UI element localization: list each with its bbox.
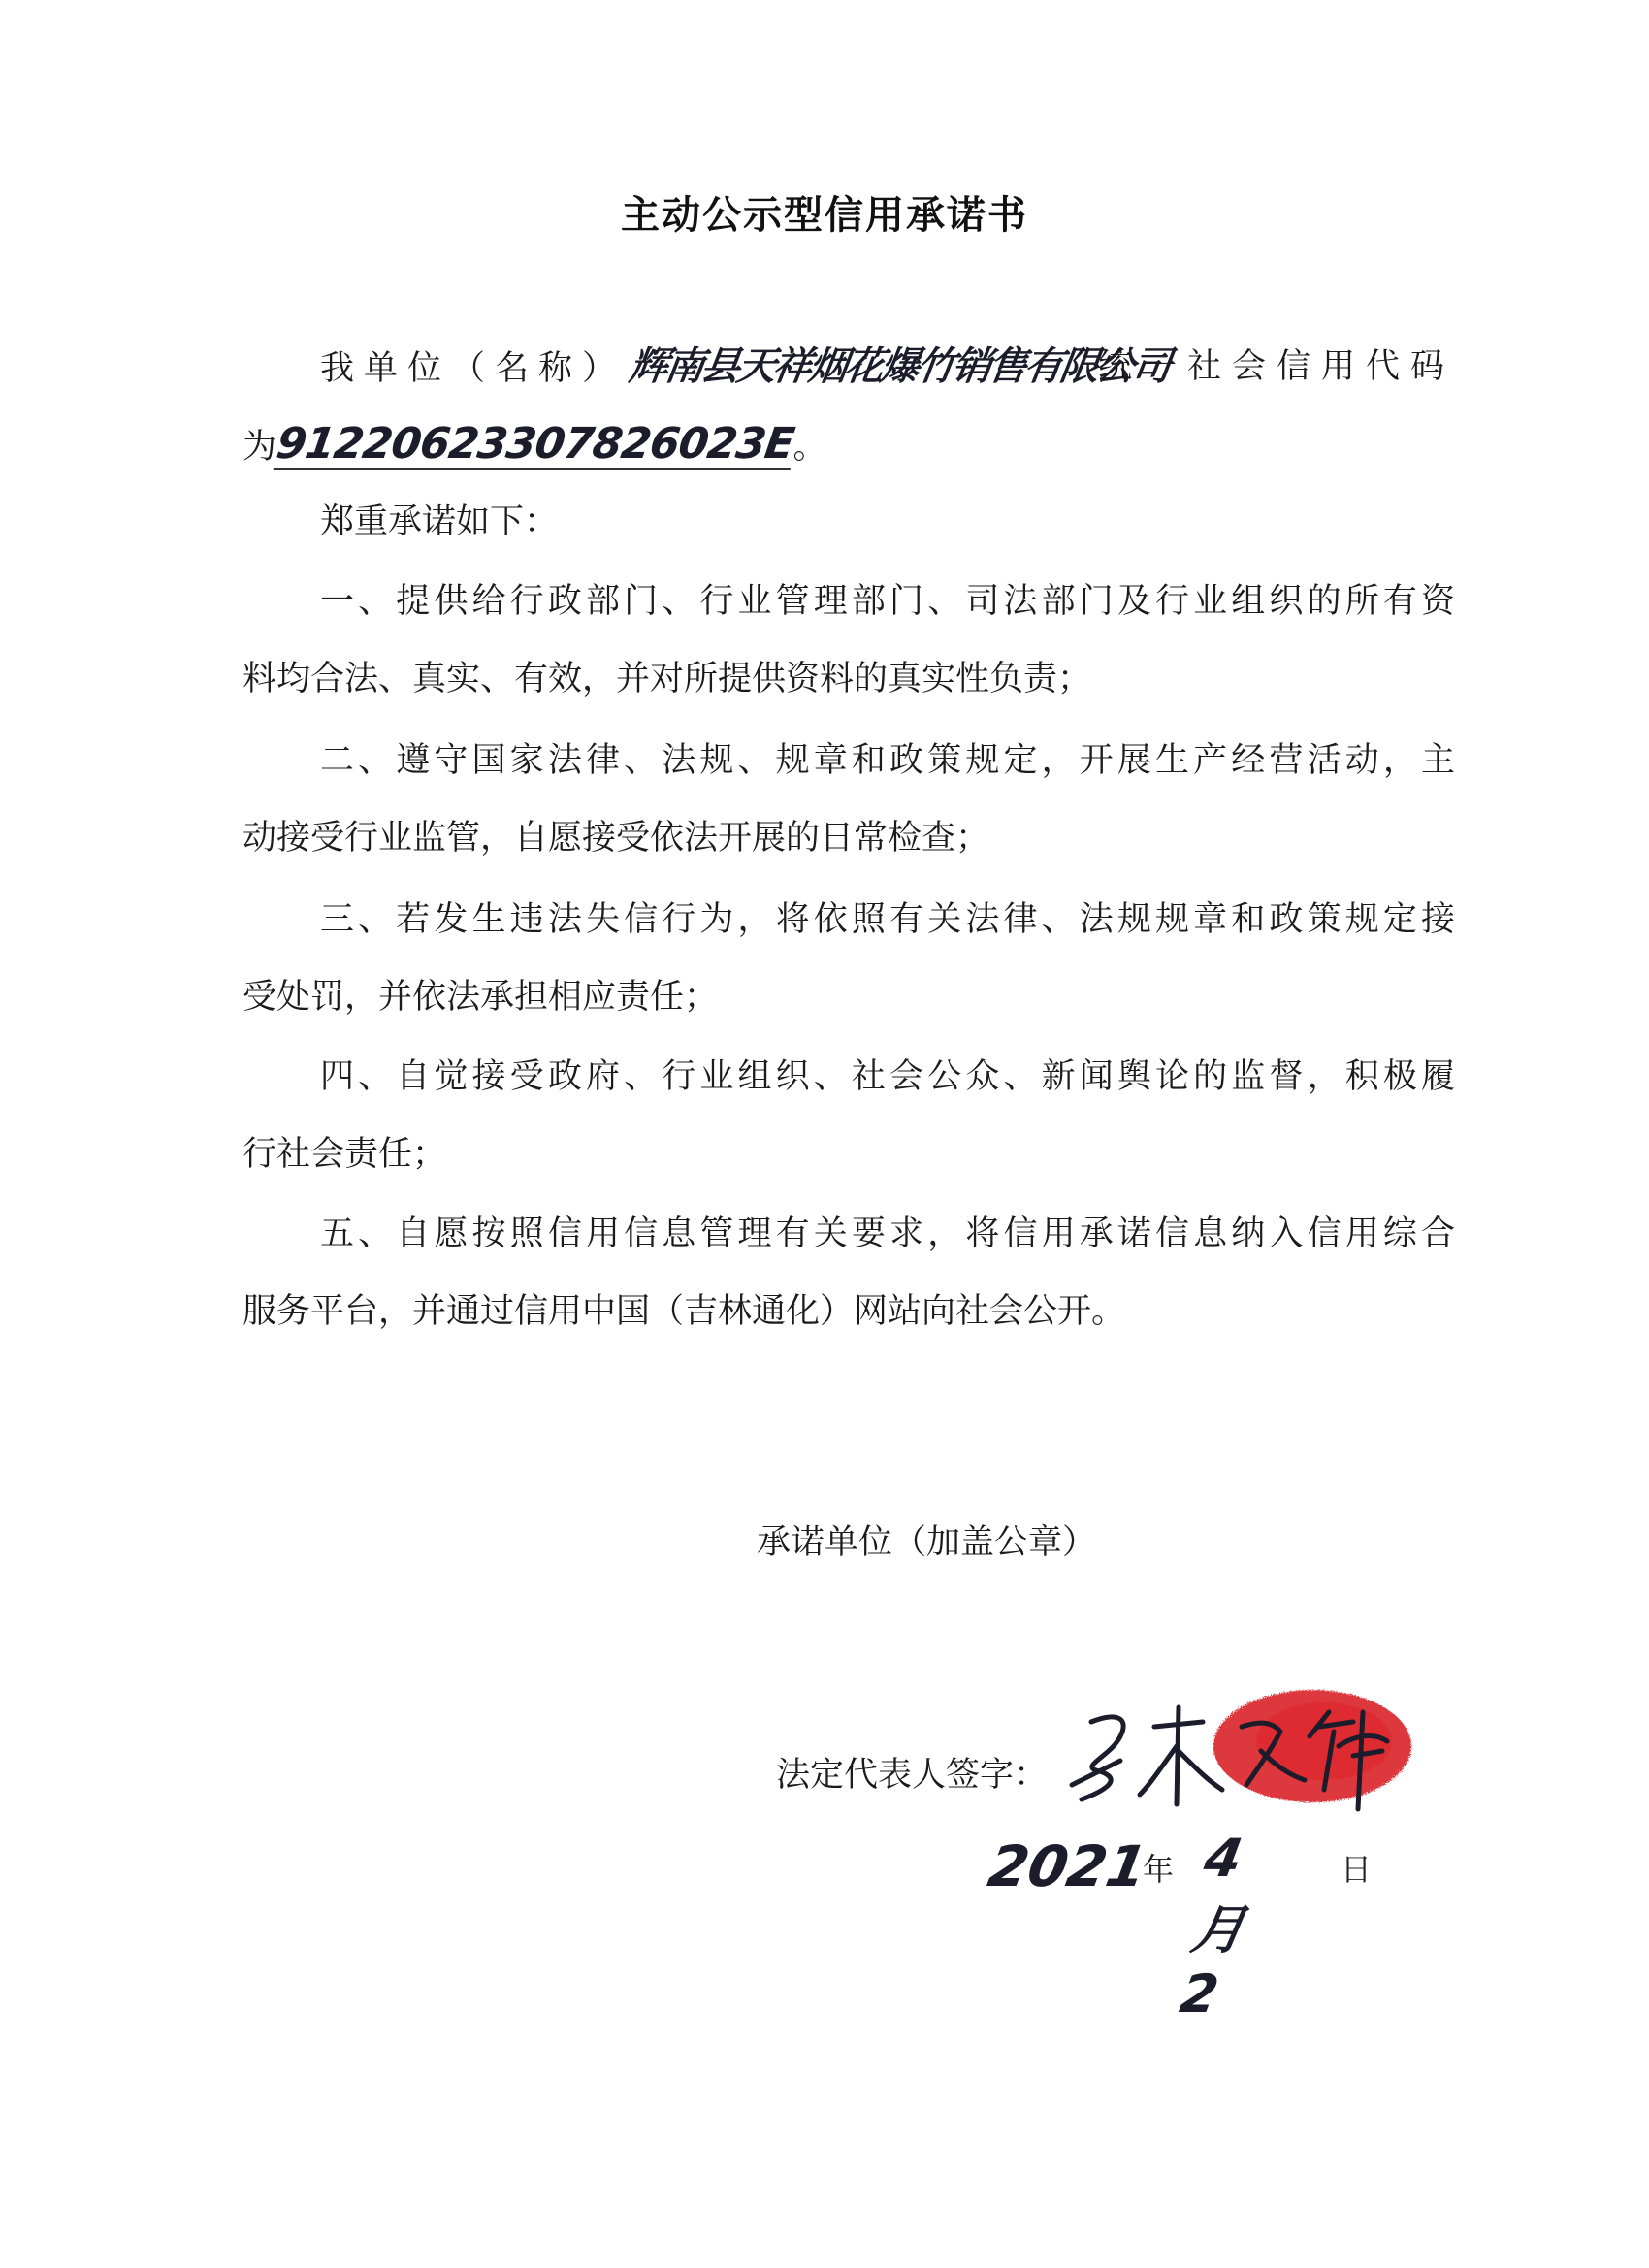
item-2-line-1: 二、遵守国家法律、法规、规章和政策规定，开展生产经营活动，主 [320, 741, 1455, 780]
item-2-line-2: 动接受行业监管，自愿接受依法开展的日常检查； [242, 819, 990, 858]
item-3-line-1: 三、若发生违法失信行为，将依照有关法律、法规规章和政策规定接 [320, 900, 1455, 939]
item-1-line-1: 一、提供给行政部门、行业管理部门、司法部门及行业组织的所有资 [320, 582, 1455, 621]
code-prefix: 为 [242, 428, 277, 467]
document-title: 主动公示型信用承诺书 [621, 193, 1028, 238]
date-month-day-handwritten: 4月2 [1176, 1828, 1250, 2025]
intro-line-1 [320, 345, 1455, 390]
legal-rep-signature-label: 法定代表人签字： [776, 1756, 1049, 1795]
year-label: 年 [1143, 1851, 1175, 1888]
credit-code-handwritten: 91220623307826023E [273, 419, 797, 469]
item-4-line-2: 行社会责任； [242, 1135, 447, 1174]
item-5-line-1: 五、自愿按照信用信息管理有关要求，将信用承诺信息纳入信用综合 [320, 1215, 1455, 1253]
day-label: 日 [1341, 1851, 1373, 1888]
promise-heading: 郑重承诺如下： [320, 502, 559, 541]
promising-unit-label: 承诺单位（加盖公章） [757, 1523, 1097, 1562]
intro-middle: 统一社会信用代码 [1097, 347, 1455, 386]
item-4-line-1: 四、自觉接受政府、行业组织、社会公众、新闻舆论的监督，积极履 [320, 1057, 1455, 1096]
company-name-handwritten: 辉南县天祥烟花爆竹销售有限公司 [626, 344, 1172, 389]
date-year-handwritten: 2021 [984, 1833, 1152, 1899]
item-5-line-2: 服务平台，并通过信用中国（吉林通化）网站向社会公开。 [242, 1292, 1126, 1331]
item-3-line-2: 受处罚，并依法承担相应责任； [242, 978, 719, 1017]
intro-prefix: 我单位（名称） [320, 349, 627, 388]
code-suffix: 。 [792, 428, 827, 467]
legal-rep-signature [1062, 1693, 1411, 1848]
item-1-line-2: 料均合法、真实、有效，并对所提供资料的真实性负责； [242, 660, 1092, 698]
intro-line-2 [242, 419, 827, 470]
